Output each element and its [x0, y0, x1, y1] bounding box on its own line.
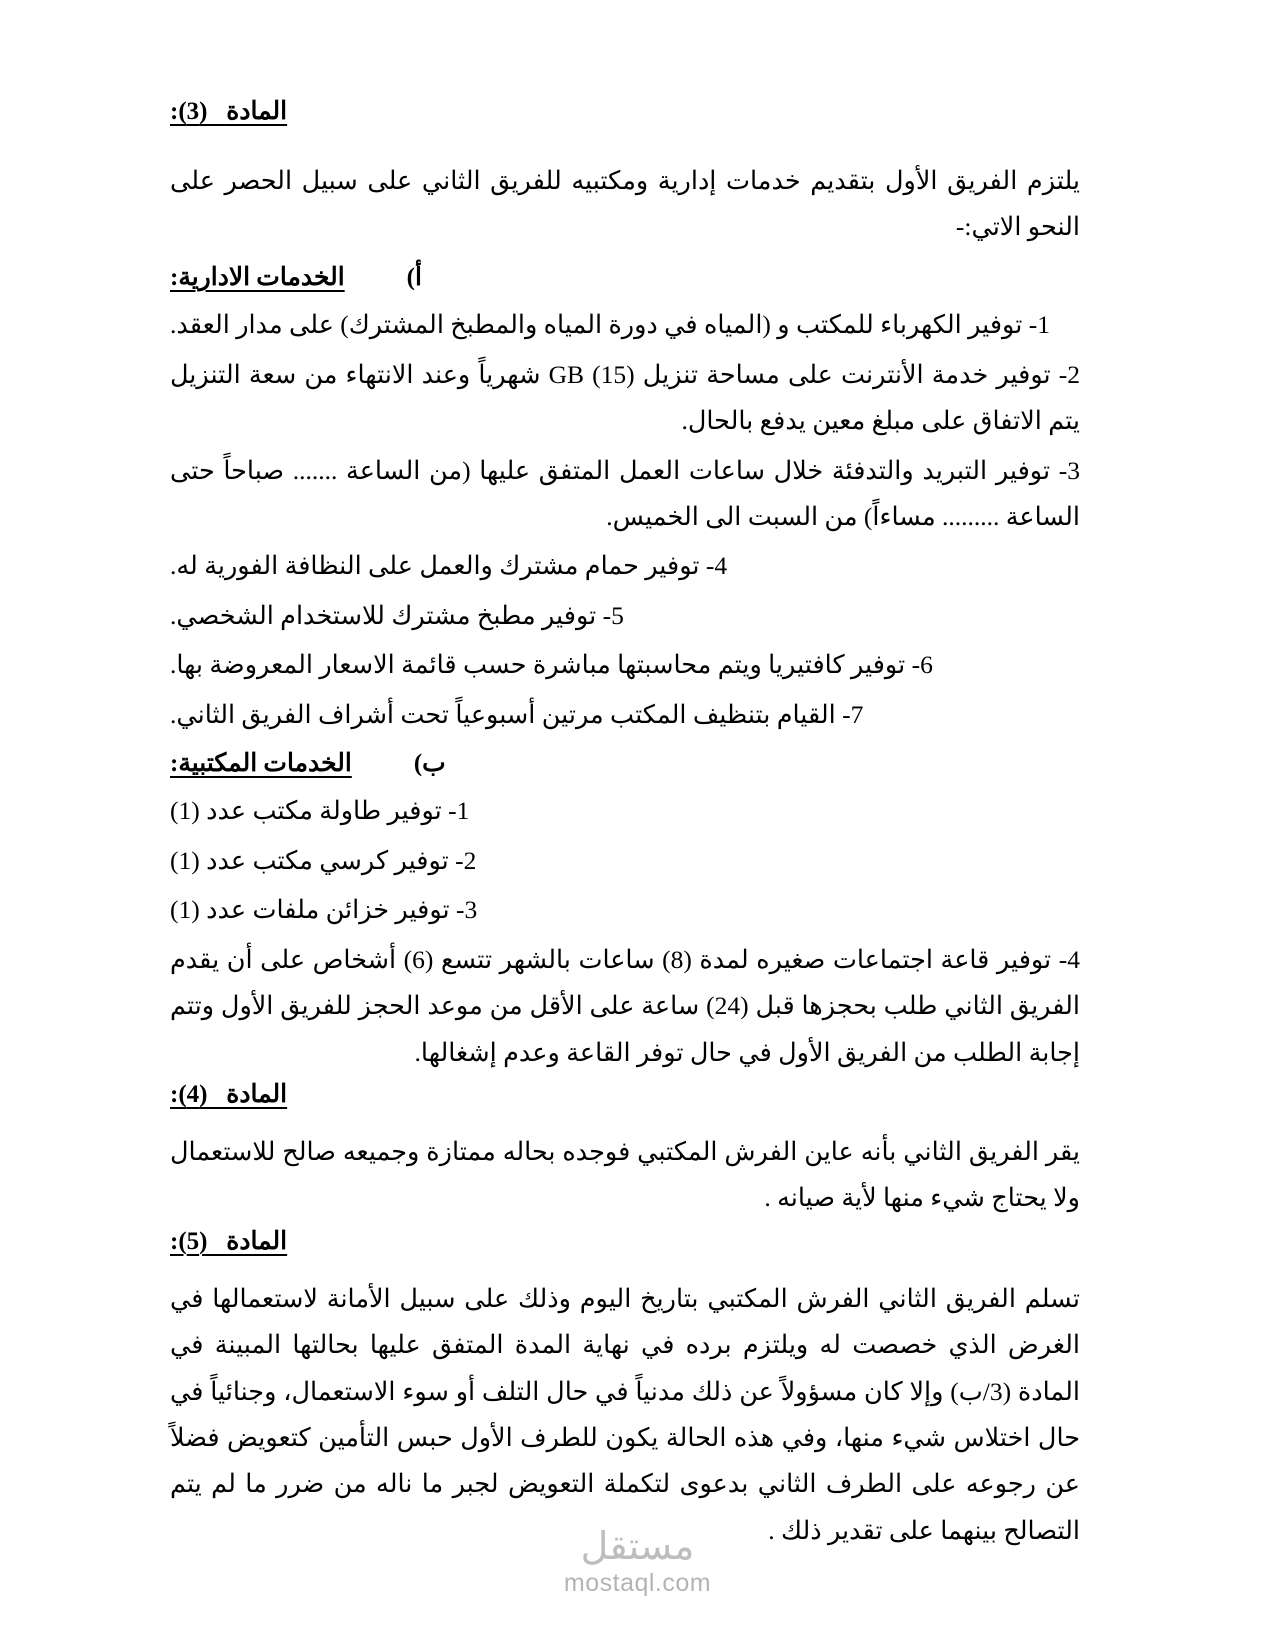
- list-item: [170, 593, 1080, 639]
- section-b-list: [170, 788, 1080, 1075]
- article-4-body: [170, 1129, 1080, 1222]
- list-item-text: توفير خزائن ملفات عدد (1): [170, 895, 450, 925]
- list-item-number: 4-: [705, 551, 728, 581]
- list-item-number: 7-: [842, 699, 864, 729]
- list-item-number: 6-: [911, 650, 933, 680]
- list-item-text: توفير كافتيريا ويتم محاسبتها مباشرة حسب قائمة الاسعار المعروضة بها.: [170, 650, 906, 680]
- list-item-text: القيام بتنظيف المكتب مرتين أسبوعياً تحت أشراف الفريق الثاني.: [170, 699, 836, 729]
- section-a-list: [170, 302, 1080, 738]
- spacer: [170, 1262, 1080, 1276]
- article-5-heading: [170, 1226, 1080, 1256]
- list-item-text: توفير الكهرباء للمكتب و (المياه في دورة المياه والمطبخ المشترك) على مدار العقد.: [170, 310, 1023, 340]
- spacer: [170, 132, 1080, 158]
- list-item-number: 4-: [1058, 944, 1080, 974]
- watermark-logo-text: مستقل: [580, 1524, 695, 1569]
- list-item-number: 1-: [448, 796, 470, 826]
- article-4-paragraph: يقر الفريق الثاني بأنه عاين الفرش المكتبي فوجده بحاله ممتازة وجميعه صالح للاستعمال ولا يحتاج شيء منها لأية صيانه .: [170, 1136, 1080, 1213]
- article-5-body: [170, 1276, 1080, 1554]
- list-item-text: توفير حمام مشترك والعمل على النظافة الفورية له.: [170, 551, 700, 581]
- article-3-intro: يلتزم الفريق الأول بتقديم خدمات إدارية ومكتبيه للفريق الثاني على سبيل الحصر على النحو الاتي:-: [170, 166, 1080, 242]
- list-item: [170, 543, 1080, 589]
- list-item: [170, 352, 1080, 445]
- list-item: [170, 642, 1080, 688]
- list-item: [170, 937, 1080, 1076]
- list-item: [170, 692, 1080, 738]
- list-item-text: توفير طاولة مكتب عدد (1): [170, 796, 442, 826]
- list-item-text: توفير التبريد والتدفئة خلال ساعات العمل المتفق عليها (من الساعة ....... صباحاً حتى الساعة ......... مساءاً) من السبت الى الخميس.: [170, 455, 1080, 531]
- article-4-heading-text: المادة (4):: [170, 1080, 288, 1108]
- article-4-heading: [170, 1079, 1080, 1109]
- section-b-label: الخدمات المكتبية:: [170, 749, 352, 777]
- list-item-text: توفير قاعة اجتماعات صغيره لمدة (8) ساعات بالشهر تتسع (6) أشخاص على أن يقدم الفريق الثاني طلب بحجزها قبل (24) ساعة على الأقل من موعد الحجز للفريق الأول وتتم إجابة الطلب من الفريق الأول في حال توفر القاعة وعدم إشغالها.: [170, 944, 1080, 1067]
- list-item-number: 1-: [1028, 310, 1050, 340]
- list-item: [170, 838, 1080, 884]
- list-item-text: توفير خدمة الأنترنت على مساحة تنزيل (15) GB شهرياً وعند الانتهاء من سعة التنزيل يتم الاتفاق على مبلغ معين يدفع بالحال.: [170, 359, 1080, 436]
- article-5-paragraph: تسلم الفريق الثاني الفرش المكتبي بتاريخ اليوم وذلك على سبيل الأمانة لاستعمالها في الغرض الذي خصصت له ويلتزم برده في نهاية المدة المتفق عليها بحالتها المبينة في المادة (3/ب) وإلا كان مسؤولاً عن ذلك مدنياً في حال التلف أو سوء الاستعمال، وجنائياً في حال اختلاس شيء منها، وفي هذه الحالة يكون للطرف الأول حبس التأمين كتعويض فضلاً عن رجوعه على الطرف الثاني بدعوى لتكملة التعويض لجبر ما ناله من ضرر ما لم يتم التصالح بينهما على تقدير ذلك .: [170, 1283, 1080, 1545]
- article-3-heading: [170, 96, 1080, 126]
- list-item-number: 3-: [1058, 455, 1080, 485]
- list-item: [170, 302, 1080, 348]
- section-a-letter: أ): [406, 263, 422, 291]
- section-b-heading: [170, 741, 1080, 787]
- list-item-number: 3-: [456, 895, 478, 925]
- list-item: [170, 887, 1080, 933]
- article-5-heading-text: المادة (5):: [170, 1227, 288, 1255]
- section-a-label: الخدمات الادارية:: [170, 263, 345, 291]
- list-item: [170, 448, 1080, 541]
- section-b-letter: ب): [413, 749, 446, 777]
- list-item-text: توفير كرسي مكتب عدد (1): [170, 845, 449, 875]
- spacer: [170, 1115, 1080, 1129]
- article-3-body: [170, 158, 1080, 1076]
- list-item-number: 2-: [455, 845, 477, 875]
- list-item-number: 2-: [1058, 359, 1080, 389]
- list-item: [170, 788, 1080, 834]
- section-a-heading: [170, 255, 1080, 301]
- list-item-text: توفير مطبخ مشترك للاستخدام الشخصي.: [170, 600, 597, 630]
- list-item-number: 5-: [602, 600, 624, 630]
- article-3-heading-text: المادة (3):: [170, 98, 288, 125]
- watermark-site-name: mostaql.com: [563, 1569, 712, 1597]
